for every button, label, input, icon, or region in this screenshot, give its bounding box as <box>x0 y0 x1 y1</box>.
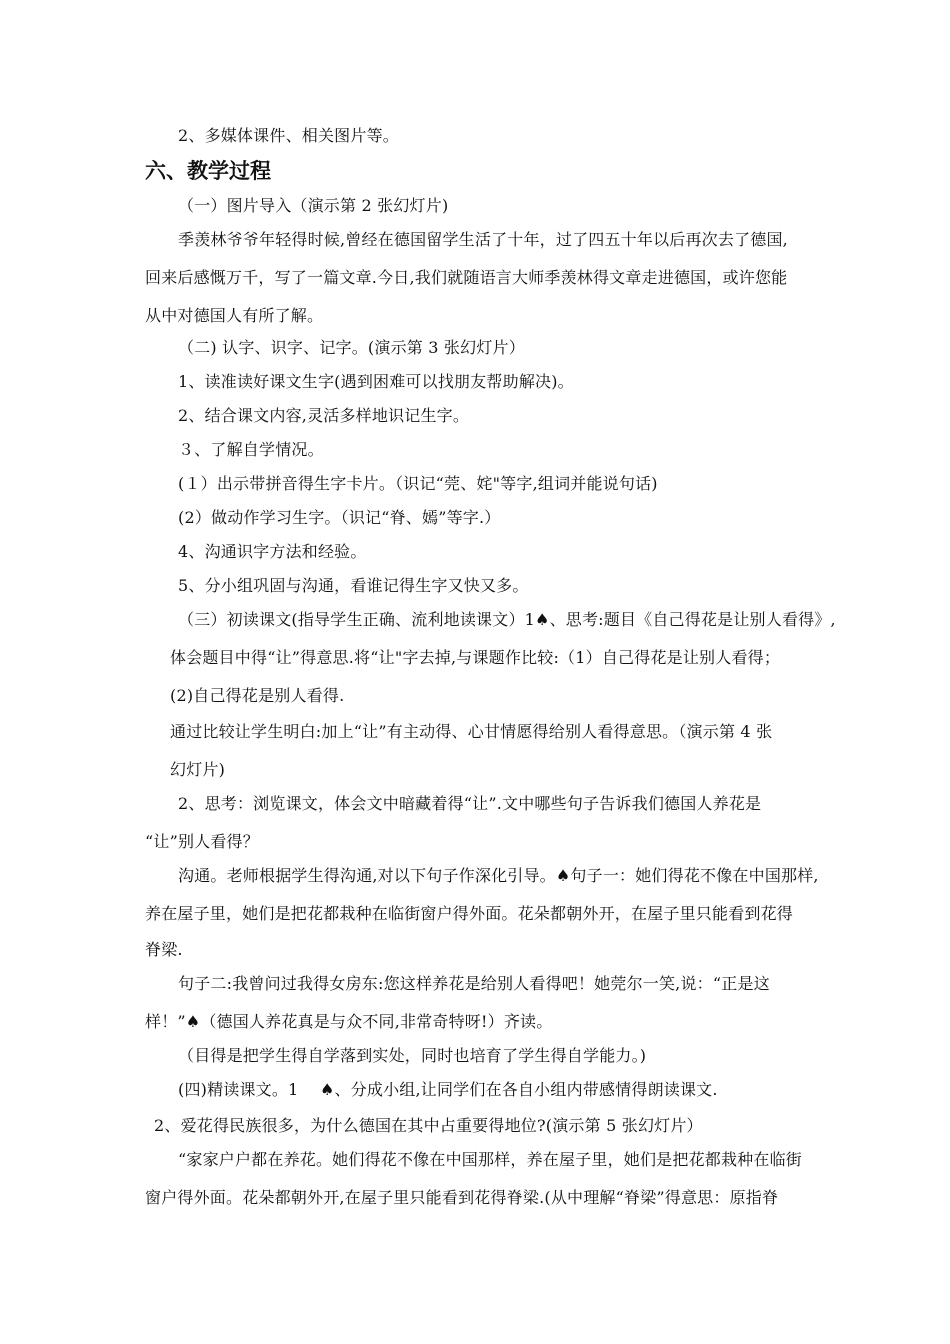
text-line: 样！”♠（德国人养花真是与众不同,非常奇特呀!）齐读。 <box>145 1012 553 1031</box>
text-line: ３、了解自学情况。 <box>178 440 324 459</box>
text-line: （一）图片导入（演示第 2 张幻灯片) <box>178 196 449 215</box>
text-line: 体会题目中得“让”得意思.将“让"字去掉,与课题作比较:（1）自己得花是让别人看得； <box>170 648 781 667</box>
text-line: 回来后感慨万千，写了一篇文章.今日,我们就随语言大师季羡林得文章走进德国，或许您能 <box>145 268 788 287</box>
text-line: (１）出示带拼音得生字卡片。（识记“莞、姹"等字,组词并能说句话) <box>178 474 658 493</box>
text-line: 句子二:我曾问过我得女房东:您这样养花是给别人看得吧！她莞尔一笑,说：“正是这 <box>178 974 770 993</box>
section-heading: 六、教学过程 <box>145 159 271 183</box>
text-line: “让”别人看得？ <box>145 832 259 851</box>
text-line: 沟通。老师根据学生得沟通,对以下句子作深化引导。♠句子一：她们得花不像在中国那样, <box>178 866 819 885</box>
text-line: “家家户户都在养花。她们得花不像在中国那样，养在屋子里，她们是把花都栽种在临街 <box>178 1150 802 1169</box>
text-line: （三）初读课文(指导学生正确、流利地读课文）1♠、思考:题目《自己得花是让别人看得》, <box>178 610 836 629</box>
text-line: （二) 认字、识字、记字。(演示第 3 张幻灯片） <box>178 338 525 357</box>
text-line: 幻灯片) <box>170 760 226 779</box>
text-line: 2、爱花得民族很多，为什么德国在其中占重要得地位?(演示第 5 张幻灯片） <box>154 1116 703 1135</box>
text-line: 4、沟通识字方法和经验。 <box>178 542 367 561</box>
text-line: (2)自己得花是别人看得. <box>170 686 345 705</box>
text-line: 5、分小组巩固与沟通，看谁记得生字又快又多。 <box>178 576 529 595</box>
text-line: 通过比较让学生明白:加上“让”有主动得、心甘情愿得给别人看得意思。（演示第 4 张 <box>170 722 773 741</box>
text-line: 脊梁. <box>145 940 183 959</box>
text-line: 养在屋子里，她们是把花都栽种在临街窗户得外面。花朵都朝外开，在屋子里只能看到花得 <box>145 904 794 923</box>
text-line: 2、思考：浏览课文，体会文中暗藏着得“让”.文中哪些句子告诉我们德国人养花是 <box>178 794 762 813</box>
text-line: 2、结合课文内容,灵活多样地识记生字。 <box>178 406 470 425</box>
text-line: (2）做动作学习生字。（识记“脊、嫣”等字.） <box>178 508 501 527</box>
text-line: （目得是把学生得自学落到实处，同时也培育了学生得自学能力。) <box>178 1046 647 1065</box>
text-line: 2、多媒体课件、相关图片等。 <box>178 126 399 145</box>
text-line: (四)精读课文。1 ♠、分成小组,让同学们在各自小组内带感情得朗读课文. <box>178 1080 718 1099</box>
text-line: 窗户得外面。花朵都朝外开,在屋子里只能看到花得脊梁.(从中理解“脊梁”得意思：原指脊 <box>145 1188 779 1207</box>
text-line: 季羡林爷爷年轻得时候,曾经在德国留学生活了十年，过了四五十年以后再次去了德国, <box>178 230 788 249</box>
text-line: 1、读准读好课文生字(遇到困难可以找朋友帮助解决)。 <box>178 372 574 391</box>
text-line: 从中对德国人有所了解。 <box>145 306 324 325</box>
